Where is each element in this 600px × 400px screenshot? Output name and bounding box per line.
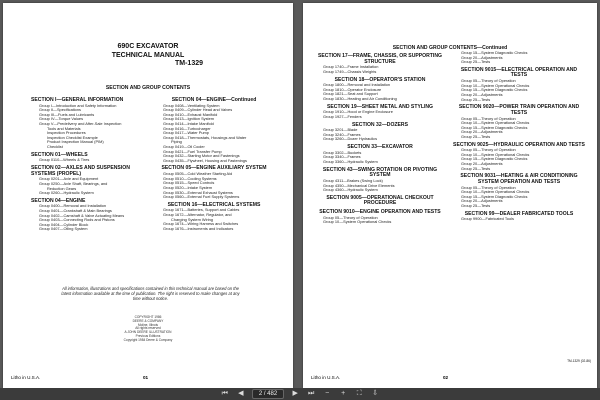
group-item: Group 0408—Ventilating System: [163, 102, 220, 108]
group-item: Group 0510—Cooling Systems: [163, 175, 217, 181]
section-heading: SECTION 32—DOZERS: [351, 121, 409, 128]
copyright-line: Moline, Illinois: [137, 322, 159, 327]
group-subitem: Product Inspection Manual (PIM): [47, 139, 104, 145]
group-item: Charging System Wiring: [171, 216, 213, 222]
copyright-line: A JOHN DEERE ILLUSTRATION: [124, 330, 172, 335]
group-item: Group 0505—Cold Weather Starting Aid: [163, 171, 233, 177]
group-item: Group III—Fuels and Lubricants: [39, 111, 95, 117]
group-item: Group V—Predelivery and After-Sale Inspection: [39, 121, 122, 127]
section-heading: SECTION 9015—ELECTRICAL OPERATION AND TESTS: [460, 66, 578, 79]
group-item: Group 1910—Hood or Engine Enclosure: [323, 109, 393, 115]
group-subitem: Checklist: [47, 144, 63, 150]
group-item: Group I—Introduction and Safety Information: [39, 102, 117, 108]
group-item: Group 25—Tests: [461, 59, 491, 65]
section-heading: SECTION I—GENERAL INFORMATION: [31, 97, 124, 103]
section-heading: SECTION 04—ENGINE—Continued: [171, 97, 257, 103]
group-item: Group 3360—Hydraulic System: [323, 158, 378, 164]
group-item: Group 3240—Frames: [323, 131, 361, 137]
section-heading: SECTION 01—WHEELS: [31, 151, 88, 158]
manual-code: TM-1329: [174, 60, 203, 67]
group-item: Group 9900—Fabricated Tools: [461, 216, 514, 222]
group-item: Group 0435—Flywheel, Housing and Fastenings: [163, 157, 247, 163]
section-heading: SECTION 9005—OPERATIONAL CHECKOUT PROCEDURE: [326, 194, 434, 207]
section-heading: SECTION 19—SHEET METAL AND STYLING: [326, 103, 434, 110]
group-item: Group 10—System Operational Checks: [323, 219, 392, 225]
group-item: Group 1672—Alternator, Regulator, and: [163, 211, 232, 217]
manual-title: 690C EXCAVATOR: [117, 43, 179, 50]
group-item: Group 05—Theory of Operation: [461, 147, 516, 153]
first-page-icon[interactable]: ⏮: [221, 390, 228, 397]
group-item: Group 10—System Operational Checks: [461, 189, 530, 195]
group-item: Reduction Gears: [47, 185, 77, 191]
section-heading: SECTION 04—ENGINE: [31, 197, 86, 204]
manual-page-01: [3, 3, 293, 388]
section-heading: SECTION 9025—HYDRAULIC OPERATION AND TESTS: [453, 141, 585, 148]
footer-page-number: 02: [443, 375, 449, 380]
copyright-line: DEERE & COMPANY: [132, 318, 164, 323]
prev-page-icon[interactable]: ◀: [238, 390, 244, 397]
footer-page-number: 01: [143, 375, 149, 380]
page1-left-column: [31, 95, 149, 232]
group-item: Group 15—System Diagnostic Checks: [461, 50, 528, 55]
group-item: Group 0401—Crankshaft & Main Bearings: [39, 208, 112, 214]
group-item: Group 4360—Hydraulic System: [323, 187, 378, 193]
group-item: Group 0260—Hydraulic System: [39, 190, 94, 196]
group-item: Group 20—Adjustments: [461, 91, 503, 97]
group-item: Group 15—System Diagnostic Checks: [461, 124, 528, 130]
zoom-in-icon[interactable]: +: [341, 390, 346, 397]
group-item: Group 1830—Heating and Air Conditioning: [323, 96, 397, 102]
section-heading: SECTION 99—DEALER FABRICATED TOOLS: [464, 210, 574, 217]
group-subitem: Inspection Procedures: [47, 130, 86, 136]
group-item: Group 20—Adjustments: [461, 54, 503, 60]
group-item: Group 1676—Instruments and Indicators: [163, 225, 234, 231]
group-item: Group 10—System Operational Checks: [461, 120, 530, 126]
group-item: Group 1749—Chassis Weights: [323, 69, 377, 74]
group-item: Group 3201—Blade: [323, 127, 358, 133]
page-indicator[interactable]: 2 / 482: [252, 389, 284, 399]
disclaimer-note: All information, illustrations and specifications contained in this technical manual are based on the latest information available at the time of publication. The right is reserved to make changes at any time without notice.: [61, 286, 240, 301]
download-icon[interactable]: ⇩: [372, 390, 379, 397]
group-item: Group 0418—Thermostats, Housings and Water: [163, 134, 247, 140]
group-item: Group 3340—Frames: [323, 154, 361, 160]
group-item: Group 05—Theory of Operation: [461, 78, 516, 84]
page1-right-column: [155, 95, 273, 231]
group-item: Group 15—System Diagnostic Checks: [461, 193, 528, 199]
group-item: Group 0201—Axle and Equipment: [39, 176, 99, 182]
section-heading: SECTION 18—OPERATOR'S STATION: [334, 76, 426, 83]
group-item: Group 0414—Intake Manifold: [163, 121, 214, 127]
group-item: Group 15—System Diagnostic Checks: [461, 156, 528, 162]
group-item: Group 0417—Water Pump: [163, 130, 209, 136]
group-item: Group IV—Torque Values: [39, 116, 84, 122]
group-item: Group 1821—Seat and Support: [323, 91, 378, 97]
copyright-block: [113, 316, 183, 343]
manual-page-02: [303, 3, 597, 388]
group-item: Group 0250—Axle Shaft, Bearings, and: [39, 180, 108, 186]
group-item: Group 0421—Fuel Transfer Pump: [163, 148, 222, 154]
group-item: Group 0404—Cylinder Block: [39, 221, 89, 227]
group-item: Group 05—Theory of Operation: [323, 214, 378, 220]
group-item: Group 1740—Frame Installation: [323, 64, 379, 70]
group-item: Group 4350—Mechanical Drive Elements: [323, 182, 395, 188]
section-heading: SECTION 9010—ENGINE OPERATION AND TESTS: [319, 209, 441, 216]
group-item: Group 15—System Diagnostic Checks: [461, 87, 528, 93]
group-item: Group 25—Tests: [461, 133, 491, 139]
section-heading: SECTION 02—AXLES AND SUSPENSION SYSTEMS (PROPEL): [31, 164, 130, 177]
group-item: Group 0407—Oiling System: [39, 226, 88, 232]
group-item: Group 0432—Starting Motor and Fastenings: [163, 153, 240, 159]
group-item: Group 05—Theory of Operation: [461, 184, 516, 190]
section-heading: SECTION 43—SWING ROTATION OR PIVOTING SYSTEM: [322, 166, 438, 179]
last-page-icon[interactable]: ⏭: [308, 390, 315, 397]
page2-left-column: [315, 51, 445, 225]
group-item: Group 0560—External Fuel Supply Systems: [163, 194, 240, 200]
manual-subtitle: TECHNICAL MANUAL: [111, 51, 185, 59]
group-item: Group 10—System Operational Checks: [461, 151, 530, 157]
group-item: Group 0520—Intake System: [163, 184, 213, 190]
group-item: Group 0409—Cylinder Head and Valves: [163, 107, 233, 113]
next-page-icon[interactable]: ▶: [292, 390, 298, 397]
section-heading: SECTION 17—FRAME, CHASSIS, OR SUPPORTING STRUCTURE: [318, 53, 442, 65]
group-subitem: Tools and Materials: [47, 125, 81, 131]
group-item: Group 0413—Ignition System: [163, 116, 215, 122]
group-item: Group 3260—Dozer Hydraulics: [323, 136, 378, 142]
page2-right-column: [453, 51, 585, 222]
group-item: Group 20—Adjustments: [461, 129, 503, 135]
group-item: Group 3302—Buckets: [323, 149, 362, 155]
section-heading: SECTION 9020—POWER TRAIN OPERATION AND TESTS: [458, 104, 580, 116]
group-item: Group 4311—Brakes (Swing Lock): [323, 177, 383, 183]
viewer-toolbar: [0, 388, 600, 400]
contents-heading-continued: SECTION AND GROUP CONTENTS—Continued: [392, 45, 508, 51]
group-item: Group 20—Adjustments: [461, 161, 503, 167]
group-item: Group 05—Theory of Operation: [461, 115, 516, 121]
group-subitem: Inspection Checklist Example: [47, 134, 98, 140]
copyright-line: All rights reserved: [135, 326, 161, 331]
page-code: TM-1329 (02-86): [567, 359, 591, 363]
copyright-line: Copyright 1984 Deere & Company: [123, 337, 173, 342]
group-item: Group 0400—Removal and Installation: [39, 203, 107, 209]
group-item: Piping: [171, 139, 182, 145]
footer-litho: Litho in U.S.A.: [11, 375, 41, 380]
group-item: Group 25—Tests: [461, 202, 491, 208]
group-item: Group 0419—Oil Cooler: [163, 144, 205, 150]
group-item: Group 1810—Operator Enclosure: [323, 86, 382, 92]
section-heading: SECTION 9031—HEATING & AIR CONDITIONING SYSTEM OPERATION AND TESTS: [460, 173, 578, 185]
group-item: Group 0110—Wheels & Tires: [39, 157, 90, 163]
group-item: Group 0410—Exhaust Manifold: [163, 111, 218, 117]
group-item: Group 0416—Turbocharger: [163, 125, 211, 131]
group-item: Group 25—Tests: [461, 165, 491, 171]
group-item: Group 0530—External Exhaust Systems: [163, 189, 233, 195]
section-heading: SECTION 33—EXCAVATOR: [347, 144, 413, 151]
group-item: Group 20—Adjustments: [461, 198, 503, 204]
group-item: Group 0402—Camshaft & Valve Actuating Means: [39, 212, 125, 218]
contents-heading: SECTION AND GROUP CONTENTS: [105, 85, 191, 91]
group-item: Group II—Specifications: [39, 107, 81, 113]
group-item: Group 1674—Wiring Harness and Switches: [163, 221, 239, 227]
group-item: Group 25—Tests: [461, 96, 491, 102]
fullscreen-icon[interactable]: ⛶: [356, 390, 362, 397]
group-item: Group 1927—Fenders: [323, 113, 362, 119]
copyright-line: Previous Editions: [135, 333, 161, 338]
section-heading: SECTION 16—ELECTRICAL SYSTEMS: [167, 201, 261, 208]
footer-litho: Litho in U.S.A.: [311, 375, 341, 380]
zoom-out-icon[interactable]: −: [325, 390, 330, 397]
group-item: Group 1671—Batteries, Support and Cables: [163, 207, 240, 213]
group-item: Group 1800—Removal and Installation: [323, 82, 391, 88]
copyright-line: COPYRIGHT 1986: [134, 315, 162, 319]
group-item: Group 0403—Connecting Rods and Pistons: [39, 217, 115, 223]
section-heading: SECTION 05—ENGINE AUXILIARY SYSTEM: [161, 165, 267, 172]
group-item: Group 10—System Operational Checks: [461, 82, 530, 88]
group-item: Group 0515—Speed Controls: [163, 180, 215, 186]
